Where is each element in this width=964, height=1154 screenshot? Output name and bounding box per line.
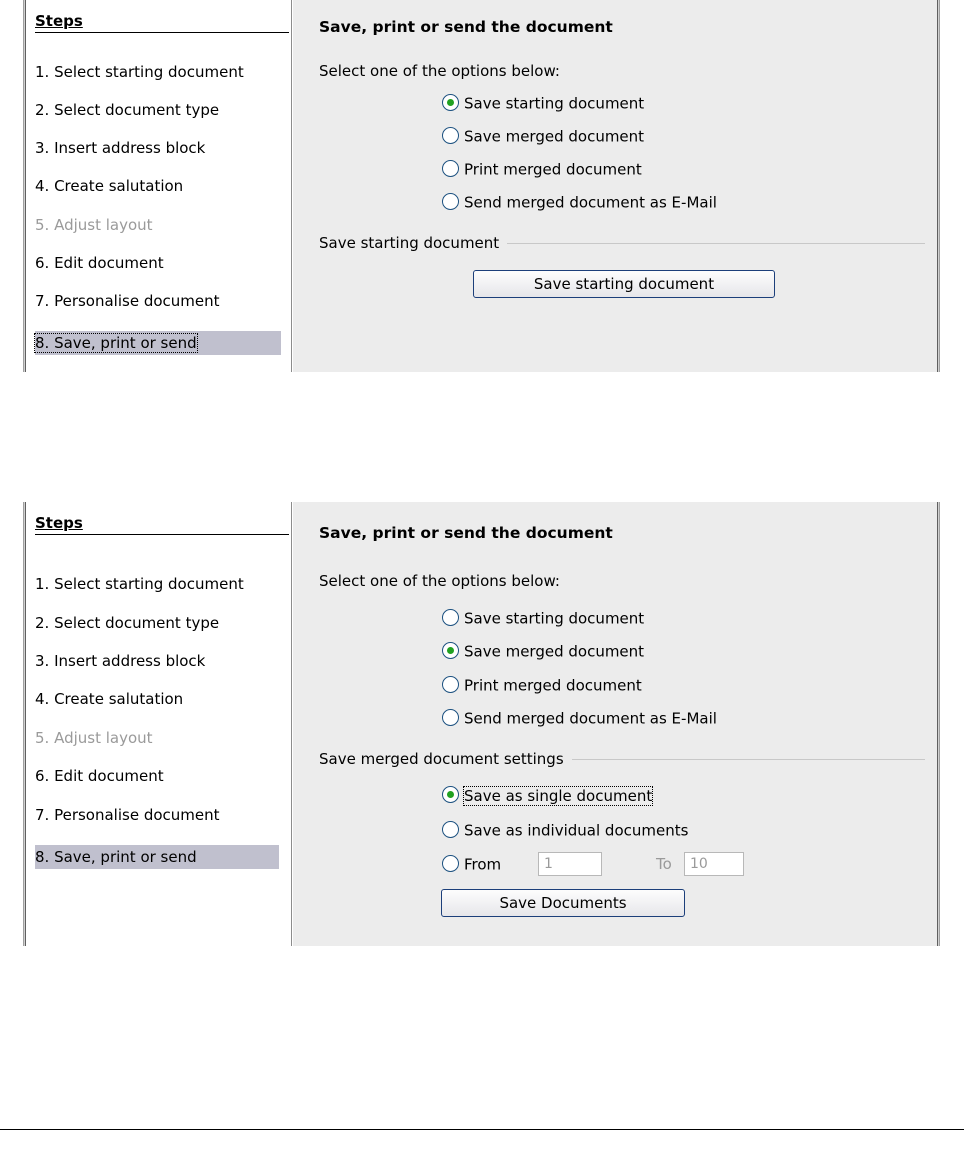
page-divider: [0, 1129, 964, 1130]
radio-send-as-email[interactable]: Send merged document as E-Mail: [442, 190, 717, 214]
group-label: Save starting document: [319, 233, 507, 253]
radio-save-as-individual-documents[interactable]: Save as individual documents: [442, 818, 688, 842]
save-documents-button[interactable]: Save Documents: [441, 889, 685, 917]
radio-unselected-icon: [442, 676, 459, 693]
radio-unselected-icon: [442, 160, 459, 177]
merged-settings-group: [319, 749, 925, 769]
radio-selected-icon: [442, 786, 459, 803]
step-save-print-send[interactable]: 8. Save, print or send: [35, 845, 279, 869]
step-personalise-document[interactable]: 7. Personalise document: [35, 806, 220, 824]
main-panel: [293, 502, 937, 946]
step-create-salutation[interactable]: 4. Create salutation: [35, 690, 184, 708]
radio-save-starting-document[interactable]: Save starting document: [442, 91, 644, 115]
main-panel: [293, 0, 937, 372]
from-field[interactable]: 1: [538, 852, 602, 876]
mail-merge-dialog-save-merged: [0, 502, 940, 946]
radio-from-range[interactable]: From: [442, 852, 501, 876]
radio-unselected-icon: [442, 127, 459, 144]
to-label: To: [656, 855, 672, 873]
to-field[interactable]: 10: [684, 852, 744, 876]
dialog-right-border: [937, 0, 940, 372]
page-title: Save, print or send the document: [319, 18, 613, 36]
radio-save-starting-document[interactable]: Save starting document: [442, 606, 644, 630]
radio-selected-icon: [442, 94, 459, 111]
mail-merge-dialog-save-starting: [0, 0, 940, 372]
radio-print-merged-document[interactable]: Print merged document: [442, 673, 642, 697]
step-adjust-layout: 5. Adjust layout: [35, 729, 153, 747]
radio-save-as-single-document[interactable]: Save as single document: [442, 783, 652, 807]
step-select-starting-document[interactable]: 1. Select starting document: [35, 575, 244, 593]
steps-sidebar: [26, 502, 291, 946]
save-starting-group: [319, 233, 925, 253]
radio-unselected-icon: [442, 709, 459, 726]
group-label: Save merged document settings: [319, 749, 572, 769]
step-select-starting-document[interactable]: 1. Select starting document: [35, 63, 244, 81]
radio-unselected-icon: [442, 609, 459, 626]
step-personalise-document[interactable]: 7. Personalise document: [35, 292, 220, 310]
radio-print-merged-document[interactable]: Print merged document: [442, 157, 642, 181]
step-insert-address-block[interactable]: 3. Insert address block: [35, 139, 206, 157]
save-starting-document-button[interactable]: Save starting document: [473, 270, 775, 298]
radio-save-merged-document[interactable]: Save merged document: [442, 639, 644, 663]
step-select-document-type[interactable]: 2. Select document type: [35, 101, 220, 119]
radio-unselected-icon: [442, 193, 459, 210]
radio-unselected-icon: [442, 855, 459, 872]
instruction-text: Select one of the options below:: [319, 572, 560, 590]
radio-unselected-icon: [442, 821, 459, 838]
radio-send-as-email[interactable]: Send merged document as E-Mail: [442, 706, 717, 730]
step-adjust-layout: 5. Adjust layout: [35, 216, 153, 234]
radio-save-merged-document[interactable]: Save merged document: [442, 124, 644, 148]
steps-sidebar: [26, 0, 291, 372]
step-select-document-type[interactable]: 2. Select document type: [35, 614, 220, 632]
step-edit-document[interactable]: 6. Edit document: [35, 254, 164, 272]
steps-title: Steps: [35, 512, 289, 535]
step-edit-document[interactable]: 6. Edit document: [35, 767, 164, 785]
step-insert-address-block[interactable]: 3. Insert address block: [35, 652, 206, 670]
dialog-right-border: [937, 502, 940, 946]
radio-selected-icon: [442, 642, 459, 659]
instruction-text: Select one of the options below:: [319, 62, 560, 80]
page-title: Save, print or send the document: [319, 524, 613, 542]
step-save-print-send[interactable]: 8. Save, print or send: [35, 331, 281, 355]
steps-title: Steps: [35, 10, 289, 33]
step-create-salutation[interactable]: 4. Create salutation: [35, 177, 184, 195]
